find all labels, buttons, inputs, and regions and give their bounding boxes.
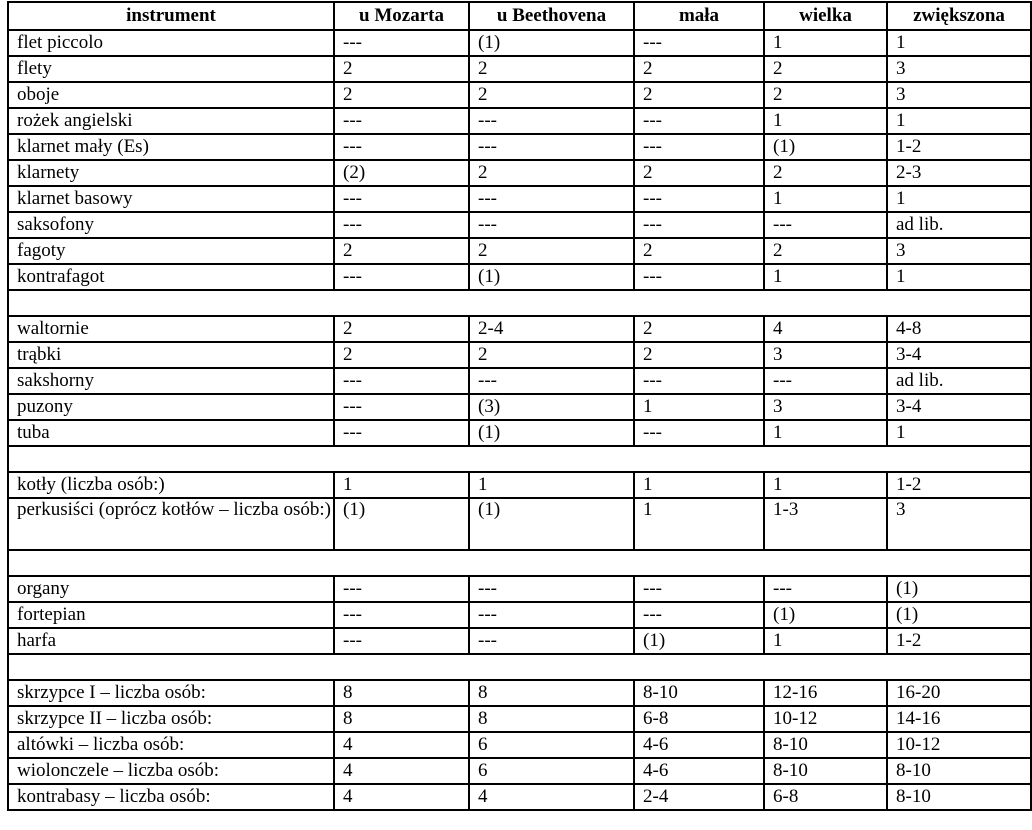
- separator-cell: [8, 446, 1031, 472]
- table-row: [8, 628, 1031, 654]
- large-cell: 12-16: [764, 680, 887, 706]
- instrument-cell: klarnety: [8, 160, 334, 186]
- table-row: [8, 316, 1031, 342]
- table-row: [8, 186, 1031, 212]
- extended-cell: 16-20: [887, 680, 1031, 706]
- small-cell: 2: [634, 316, 764, 342]
- table-row: [8, 212, 1031, 238]
- table-row: [8, 160, 1031, 186]
- large-cell: 2: [764, 238, 887, 264]
- mozart-cell: ---: [334, 264, 469, 290]
- beethoven-cell: (1): [469, 264, 634, 290]
- extended-cell: ad lib.: [887, 368, 1031, 394]
- instrument-cell: tuba: [8, 420, 334, 446]
- mozart-cell: 2: [334, 238, 469, 264]
- beethoven-cell: ---: [469, 602, 634, 628]
- table-row: [8, 680, 1031, 706]
- mozart-cell: 2: [334, 342, 469, 368]
- mozart-cell: ---: [334, 602, 469, 628]
- large-cell: 1: [764, 108, 887, 134]
- table-row: [8, 706, 1031, 732]
- extended-cell: 8-10: [887, 758, 1031, 784]
- small-cell: ---: [634, 108, 764, 134]
- table-row: [8, 368, 1031, 394]
- extended-cell: 3: [887, 82, 1031, 108]
- orchestra-table-page: [7, 1, 1030, 811]
- mozart-cell: ---: [334, 186, 469, 212]
- small-cell: 2: [634, 56, 764, 82]
- instrument-cell: saksofony: [8, 212, 334, 238]
- table-row: [8, 758, 1031, 784]
- large-cell: ---: [764, 368, 887, 394]
- mozart-cell: ---: [334, 134, 469, 160]
- instrument-cell: organy: [8, 576, 334, 602]
- small-cell: 1: [634, 498, 764, 550]
- extended-cell: 14-16: [887, 706, 1031, 732]
- extended-cell: 3: [887, 238, 1031, 264]
- table-row: [8, 108, 1031, 134]
- extended-cell: 3-4: [887, 342, 1031, 368]
- header-instrument: instrument: [8, 2, 334, 30]
- small-cell: ---: [634, 186, 764, 212]
- mozart-cell: 2: [334, 56, 469, 82]
- extended-cell: 8-10: [887, 784, 1031, 810]
- mozart-cell: 2: [334, 82, 469, 108]
- small-cell: 2: [634, 238, 764, 264]
- instrument-cell: kontrafagot: [8, 264, 334, 290]
- table-row: [8, 420, 1031, 446]
- extended-cell: ad lib.: [887, 212, 1031, 238]
- extended-cell: 1: [887, 420, 1031, 446]
- instrument-cell: altówki – liczba osób:: [8, 732, 334, 758]
- small-cell: 2: [634, 160, 764, 186]
- extended-cell: 2-3: [887, 160, 1031, 186]
- large-cell: 2: [764, 56, 887, 82]
- small-cell: ---: [634, 212, 764, 238]
- large-cell: ---: [764, 576, 887, 602]
- large-cell: 1: [764, 186, 887, 212]
- header-large: wielka: [764, 2, 887, 30]
- large-cell: 1-3: [764, 498, 887, 550]
- beethoven-cell: 2-4: [469, 316, 634, 342]
- large-cell: 2: [764, 82, 887, 108]
- small-cell: ---: [634, 420, 764, 446]
- large-cell: 6-8: [764, 784, 887, 810]
- header-beethoven: u Beethovena: [469, 2, 634, 30]
- extended-cell: 1: [887, 264, 1031, 290]
- small-cell: 1: [634, 394, 764, 420]
- beethoven-cell: ---: [469, 186, 634, 212]
- small-cell: 2: [634, 82, 764, 108]
- instrument-cell: perkusiści (oprócz kotłów – liczba osób:): [8, 498, 334, 550]
- beethoven-cell: 2: [469, 82, 634, 108]
- extended-cell: (1): [887, 576, 1031, 602]
- beethoven-cell: ---: [469, 628, 634, 654]
- beethoven-cell: 8: [469, 680, 634, 706]
- mozart-cell: (2): [334, 160, 469, 186]
- small-cell: ---: [634, 602, 764, 628]
- table-row: [8, 602, 1031, 628]
- small-cell: ---: [634, 264, 764, 290]
- table-row: [8, 134, 1031, 160]
- extended-cell: 1: [887, 108, 1031, 134]
- small-cell: 4-6: [634, 732, 764, 758]
- instrument-cell: rożek angielski: [8, 108, 334, 134]
- mozart-cell: 2: [334, 316, 469, 342]
- small-cell: ---: [634, 30, 764, 56]
- beethoven-cell: (3): [469, 394, 634, 420]
- beethoven-cell: ---: [469, 576, 634, 602]
- instrument-cell: trąbki: [8, 342, 334, 368]
- header-small: mała: [634, 2, 764, 30]
- extended-cell: 1-2: [887, 134, 1031, 160]
- extended-cell: 1-2: [887, 472, 1031, 498]
- table-row: [8, 732, 1031, 758]
- mozart-cell: 4: [334, 784, 469, 810]
- mozart-cell: 4: [334, 732, 469, 758]
- instrument-cell: flety: [8, 56, 334, 82]
- beethoven-cell: 6: [469, 758, 634, 784]
- mozart-cell: 1: [334, 472, 469, 498]
- instrument-cell: skrzypce II – liczba osób:: [8, 706, 334, 732]
- small-cell: 2-4: [634, 784, 764, 810]
- header-row: [8, 2, 1031, 30]
- extended-cell: (1): [887, 602, 1031, 628]
- table-row: [8, 784, 1031, 810]
- small-cell: 1: [634, 472, 764, 498]
- large-cell: 1: [764, 472, 887, 498]
- beethoven-cell: 1: [469, 472, 634, 498]
- extended-cell: 1: [887, 30, 1031, 56]
- instrument-cell: skrzypce I – liczba osób:: [8, 680, 334, 706]
- large-cell: 8-10: [764, 732, 887, 758]
- header-mozart: u Mozarta: [334, 2, 469, 30]
- table-row: [8, 472, 1031, 498]
- section-separator-row: [8, 290, 1031, 316]
- extended-cell: 1-2: [887, 628, 1031, 654]
- instrument-cell: klarnet mały (Es): [8, 134, 334, 160]
- table-body: [8, 30, 1031, 810]
- beethoven-cell: 8: [469, 706, 634, 732]
- small-cell: (1): [634, 628, 764, 654]
- mozart-cell: 8: [334, 680, 469, 706]
- table-row: [8, 394, 1031, 420]
- instrument-cell: klarnet basowy: [8, 186, 334, 212]
- mozart-cell: ---: [334, 394, 469, 420]
- section-separator-row: [8, 446, 1031, 472]
- extended-cell: 10-12: [887, 732, 1031, 758]
- instrument-cell: wiolonczele – liczba osób:: [8, 758, 334, 784]
- large-cell: 10-12: [764, 706, 887, 732]
- beethoven-cell: ---: [469, 134, 634, 160]
- small-cell: 2: [634, 342, 764, 368]
- large-cell: 3: [764, 394, 887, 420]
- instrument-cell: fortepian: [8, 602, 334, 628]
- large-cell: 8-10: [764, 758, 887, 784]
- mozart-cell: 4: [334, 758, 469, 784]
- instrument-cell: fagoty: [8, 238, 334, 264]
- large-cell: 3: [764, 342, 887, 368]
- mozart-cell: ---: [334, 108, 469, 134]
- instrument-cell: kotły (liczba osób:): [8, 472, 334, 498]
- large-cell: 1: [764, 264, 887, 290]
- large-cell: ---: [764, 212, 887, 238]
- extended-cell: 4-8: [887, 316, 1031, 342]
- instrument-cell: kontrabasy – liczba osób:: [8, 784, 334, 810]
- beethoven-cell: 6: [469, 732, 634, 758]
- large-cell: 4: [764, 316, 887, 342]
- table-row: [8, 264, 1031, 290]
- instrument-cell: harfa: [8, 628, 334, 654]
- separator-cell: [8, 654, 1031, 680]
- large-cell: 1: [764, 30, 887, 56]
- beethoven-cell: ---: [469, 368, 634, 394]
- small-cell: ---: [634, 368, 764, 394]
- separator-cell: [8, 550, 1031, 576]
- extended-cell: 3-4: [887, 394, 1031, 420]
- beethoven-cell: 2: [469, 160, 634, 186]
- small-cell: ---: [634, 576, 764, 602]
- table-row: [8, 498, 1031, 550]
- header-extended: zwiększona: [887, 2, 1031, 30]
- table-row: [8, 30, 1031, 56]
- beethoven-cell: 2: [469, 342, 634, 368]
- extended-cell: 3: [887, 498, 1031, 550]
- table-row: [8, 82, 1031, 108]
- beethoven-cell: ---: [469, 108, 634, 134]
- mozart-cell: 8: [334, 706, 469, 732]
- beethoven-cell: 2: [469, 56, 634, 82]
- large-cell: 2: [764, 160, 887, 186]
- beethoven-cell: ---: [469, 212, 634, 238]
- large-cell: 1: [764, 628, 887, 654]
- section-separator-row: [8, 550, 1031, 576]
- instrument-cell: flet piccolo: [8, 30, 334, 56]
- mozart-cell: ---: [334, 368, 469, 394]
- small-cell: 8-10: [634, 680, 764, 706]
- table-row: [8, 238, 1031, 264]
- beethoven-cell: (1): [469, 30, 634, 56]
- large-cell: (1): [764, 134, 887, 160]
- small-cell: 6-8: [634, 706, 764, 732]
- section-separator-row: [8, 654, 1031, 680]
- beethoven-cell: (1): [469, 498, 634, 550]
- mozart-cell: ---: [334, 212, 469, 238]
- large-cell: (1): [764, 602, 887, 628]
- extended-cell: 3: [887, 56, 1031, 82]
- separator-cell: [8, 290, 1031, 316]
- instrument-cell: oboje: [8, 82, 334, 108]
- large-cell: 1: [764, 420, 887, 446]
- table-row: [8, 342, 1031, 368]
- mozart-cell: ---: [334, 420, 469, 446]
- table-row: [8, 56, 1031, 82]
- table-row: [8, 576, 1031, 602]
- instrument-cell: waltornie: [8, 316, 334, 342]
- beethoven-cell: 4: [469, 784, 634, 810]
- mozart-cell: ---: [334, 628, 469, 654]
- small-cell: 4-6: [634, 758, 764, 784]
- instrument-cell: puzony: [8, 394, 334, 420]
- beethoven-cell: (1): [469, 420, 634, 446]
- extended-cell: 1: [887, 186, 1031, 212]
- mozart-cell: (1): [334, 498, 469, 550]
- mozart-cell: ---: [334, 30, 469, 56]
- small-cell: ---: [634, 134, 764, 160]
- mozart-cell: ---: [334, 576, 469, 602]
- instrument-cell: sakshorny: [8, 368, 334, 394]
- beethoven-cell: 2: [469, 238, 634, 264]
- orchestra-instrumentation-table: [7, 1, 1032, 811]
